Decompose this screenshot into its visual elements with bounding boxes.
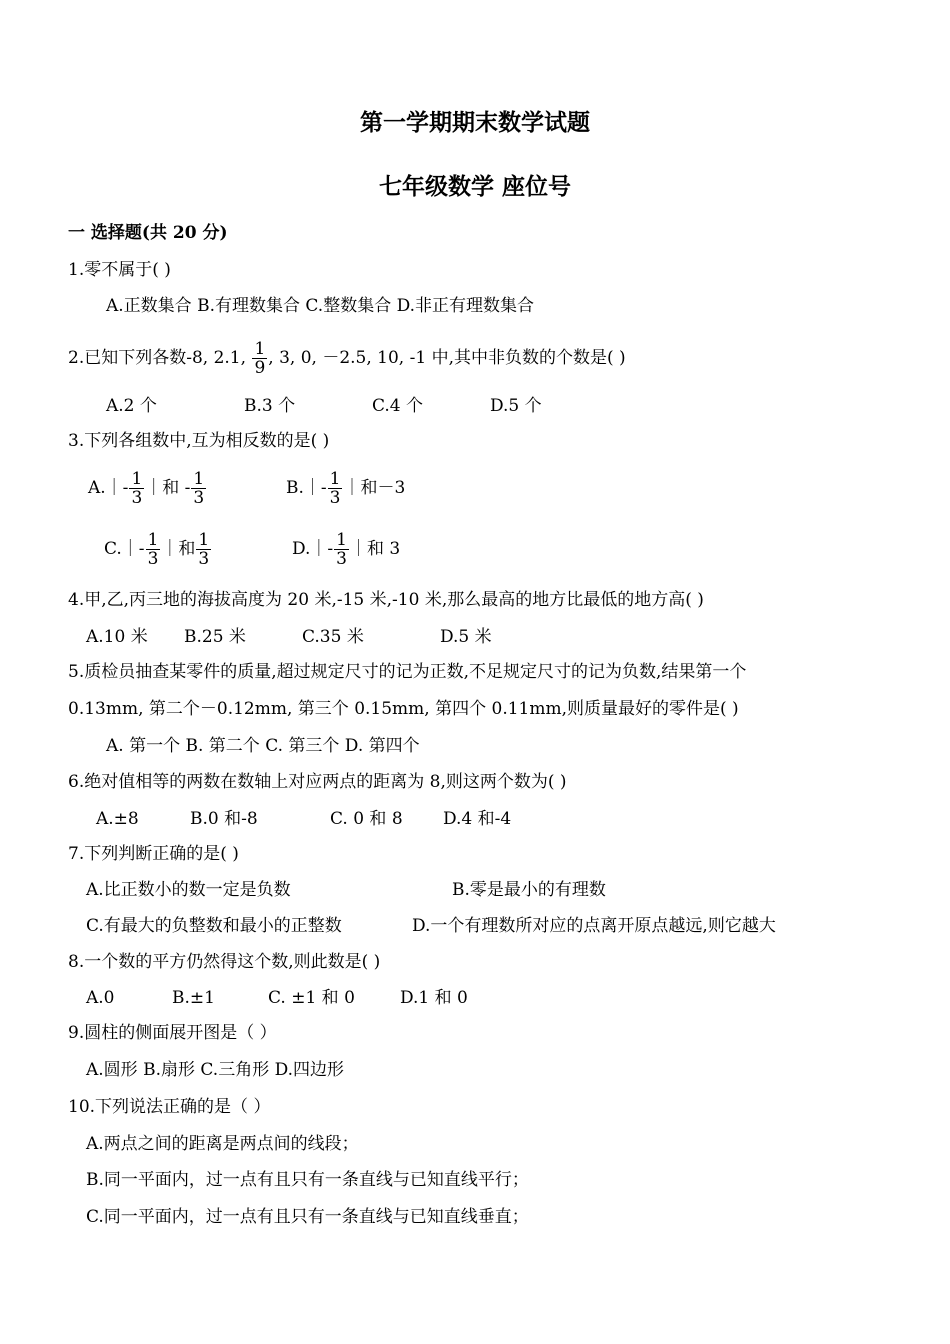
q2-option-c: C.4 个 [372, 396, 424, 416]
q5-line1: 5.质检员抽查某零件的质量,超过规定尺寸的记为正数,不足规定尺寸的记为负数,结果第一个 [68, 662, 747, 682]
q2-stem-b: , 3, 0, －2.5, 10, -1 中,其中非负数的个数是( ) [268, 348, 626, 368]
q7-option-d: D.一个有理数所对应的点离开原点越远,则它越大 [412, 916, 776, 936]
q8-option-a: A.0 [86, 988, 115, 1008]
q8-option-c: C. ±1 和 0 [268, 988, 355, 1008]
q9-options: A.圆形 B.扇形 C.三角形 D.四边形 [86, 1060, 345, 1080]
q1-options: A.正数集合 B.有理数集合 C.整数集合 D.非正有理数集合 [106, 296, 535, 316]
q3-option-a: A.｜- $\frac{1}{3}$ ｜和 - $\frac{1}{3}$ [88, 469, 205, 508]
q2-stem-a: 2.已知下列各数-8, 2.1, [68, 348, 247, 368]
section-heading: 一 选择题(共 20 分) [68, 223, 228, 243]
q6-option-b: B.0 和-8 [190, 809, 258, 829]
q4-option-c: C.35 米 [302, 627, 364, 647]
q2-fraction [252, 340, 267, 377]
q3-stem: 3.下列各组数中,互为相反数的是( ) [68, 431, 330, 451]
q8-option-d: D.1 和 0 [400, 988, 468, 1008]
q8-option-b: B.±1 [172, 988, 215, 1008]
q7-stem: 7.下列判断正确的是( ) [68, 844, 239, 864]
q3-b-fraction: $\frac{1}{3}$ [329, 469, 341, 508]
q7-option-c: C.有最大的负整数和最小的正整数 [86, 916, 342, 936]
q3-d-fraction: $\frac{1}{3}$ [336, 530, 347, 569]
q2-frac-num: 1 [254, 339, 266, 359]
q10-option-a: A.两点之间的距离是两点间的线段； [86, 1134, 359, 1154]
q10-option-b: B.同一平面内，过一点有且只有一条直线与已知直线平行； [86, 1170, 529, 1190]
q6-option-d: D.4 和-4 [443, 809, 512, 829]
q1-stem: 1.零不属于( ) [68, 260, 171, 280]
q2-stem [68, 340, 626, 377]
q3-option-b: B.｜- $\frac{1}{3}$ ｜和－3 [286, 469, 406, 508]
q4-option-b: B.25 米 [184, 627, 246, 647]
q5-line2: 0.13mm, 第二个－0.12mm, 第三个 0.15mm, 第四个 0.11mm,则质量最好的零件是( ) [68, 699, 739, 719]
q10-option-c: C.同一平面内，过一点有且只有一条直线与已知直线垂直； [86, 1207, 529, 1227]
q3-option-d: D.｜- $\frac{1}{3}$ ｜和 3 [292, 530, 401, 569]
page-subtitle: 七年级数学 座位号 [378, 173, 571, 200]
q2-option-b: B.3 个 [244, 396, 296, 416]
q7-option-b: B.零是最小的有理数 [452, 880, 606, 900]
q2-frac-den: 9 [254, 358, 266, 378]
q3-a-fraction: $\frac{1}{3}$ [131, 469, 143, 508]
q6-option-a: A.±8 [96, 809, 139, 829]
q2-option-a: A.2 个 [106, 396, 157, 416]
q7-option-a: A.比正数小的数一定是负数 [86, 880, 291, 900]
q4-stem: 4.甲,乙,丙三地的海拔高度为 20 米,-15 米,-10 米,那么最高的地方比最低的地方高( ) [68, 590, 704, 610]
q5-options: A. 第一个 B. 第二个 C. 第三个 D. 第四个 [106, 736, 420, 756]
page-title: 第一学期期末数学试题 [360, 109, 590, 136]
q4-option-a: A.10 米 [86, 627, 148, 647]
q9-stem: 9.圆柱的侧面展开图是（ ） [68, 1023, 277, 1043]
q8-stem: 8.一个数的平方仍然得这个数,则此数是( ) [68, 952, 381, 972]
q3-c-fraction-2: $\frac{1}{3}$ [198, 530, 210, 569]
q3-c-fraction: $\frac{1}{3}$ [147, 530, 159, 569]
q10-stem: 10.下列说法正确的是（ ） [68, 1097, 271, 1117]
q4-option-d: D.5 米 [440, 627, 492, 647]
q6-option-c: C. 0 和 8 [330, 809, 403, 829]
q3-option-c: C.｜- $\frac{1}{3}$ ｜和 $\frac{1}{3}$ [104, 530, 210, 569]
q6-stem: 6.绝对值相等的两数在数轴上对应两点的距离为 8,则这两个数为( ) [68, 772, 567, 792]
q2-option-d: D.5 个 [490, 396, 542, 416]
q3-a-fraction-2: $\frac{1}{3}$ [193, 469, 205, 508]
